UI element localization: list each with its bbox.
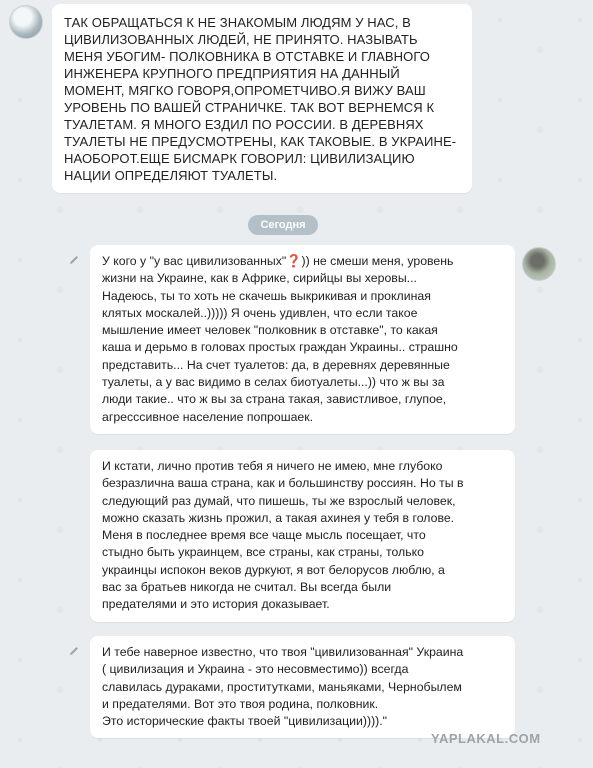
message-text: ТАК ОБРАЩАТЬСЯ К НЕ ЗНАКОМЫМ ЛЮДЯМ У НАС, В ЦИВИЛИЗОВАННЫХ ЛЮДЕЙ, НЕ ПРИНЯТО. НАЗЫВАТЬ МЕНЯ УБОГИМ- ПОЛКОВНИКА В ОТСТАВКЕ И ГЛАВНОГО ИНЖЕНЕРА КРУПНОГО ПРЕДПРИЯТИЯ НА ДАННЫЙ МОМЕНТ, МЯГКО ГОВОРЯ,ОПРОМЕТЧИВО.Я ВИЖУ ВАШ УРОВЕНЬ ПО ВАШЕЙ СТРАНИЧКЕ. ТАК ВОТ ВЕРНЕМСЯ К ТУАЛЕТАМ. Я МНОГО ЕЗДИЛ ПО РОССИИ. В ДЕРЕВНЯХ ТУАЛЕТЫ НЕ ПРЕДУСМОТРЕНЫ, КАК ТАКОВЫЕ. В УКРАИНЕ- НАОБОРОТ.ЕЩЕ БИСМАРК ГОВОРИЛ: ЦИВИЛИЗАЦИЮ НАЦИИ ОПРЕДЕЛЯЮТ ТУАЛЕТЫ. bbox=[64, 15, 457, 183]
message-bubble-incoming[interactable] bbox=[52, 4, 472, 193]
message-bubble-outgoing[interactable] bbox=[90, 245, 515, 434]
message-bubble-outgoing[interactable] bbox=[90, 636, 515, 738]
date-separator: Сегодня bbox=[248, 215, 318, 235]
site-watermark: YAPLAKAL.COM bbox=[431, 731, 541, 746]
sender-avatar[interactable] bbox=[9, 5, 43, 39]
pencil-icon bbox=[68, 645, 80, 657]
pencil-icon bbox=[68, 254, 80, 266]
message-text: У кого у "у вас цивилизованных"❓)) не смеши меня, уровень жизни на Украине, как в Африке, сирийцы вы херовы... Надеюсь, ты то хоть не скачешь выкрикивая и проклиная клятых москалей..))))) Я очень удивлен, что если такое мышление имеет человек "полковник в отставке", то какая каша и дерьмо в головах простых граждан Украины.. страшно представить... На счет туалетов: да, в деревнях деревянные туалеты, а у вас видимо в селах биотуалеты...)) что ж вы за люди такие.. что ж вы за страна такая, завистливое, глупое, агрессcивное население попрошаек. bbox=[102, 254, 458, 424]
message-text: И кстати, лично против тебя я ничего не имею, мне глубоко безразлична ваша страна, как и большинству россиян. Но ты в следующий раз думай, что пишешь, ты же взрослый человек, можно сказать жизнь прожил, а такая ахинея у тебя в голове. Меня в последнее время все чаще мысль посещает, что стыдно быть украинцем, все страны, как страны, только украинцы испокон веков дуркуют, я вот белорусов люблю, а вас за братьев никогда не считал. Вы всегда были предателями и это история доказывает. bbox=[102, 459, 464, 612]
message-text: И тебе наверное известно, что твоя "цивилизованная" Украина ( цивилизация и Украина - это несовместимо)) всегда славилась дураками, проститутками, маньяками, Чернобылем и предателями. Вот это твоя родина, полковник. Это исторические факты твоей "цивилизации))))." bbox=[102, 645, 464, 729]
own-avatar[interactable] bbox=[522, 247, 556, 281]
message-bubble-outgoing[interactable] bbox=[90, 450, 515, 622]
